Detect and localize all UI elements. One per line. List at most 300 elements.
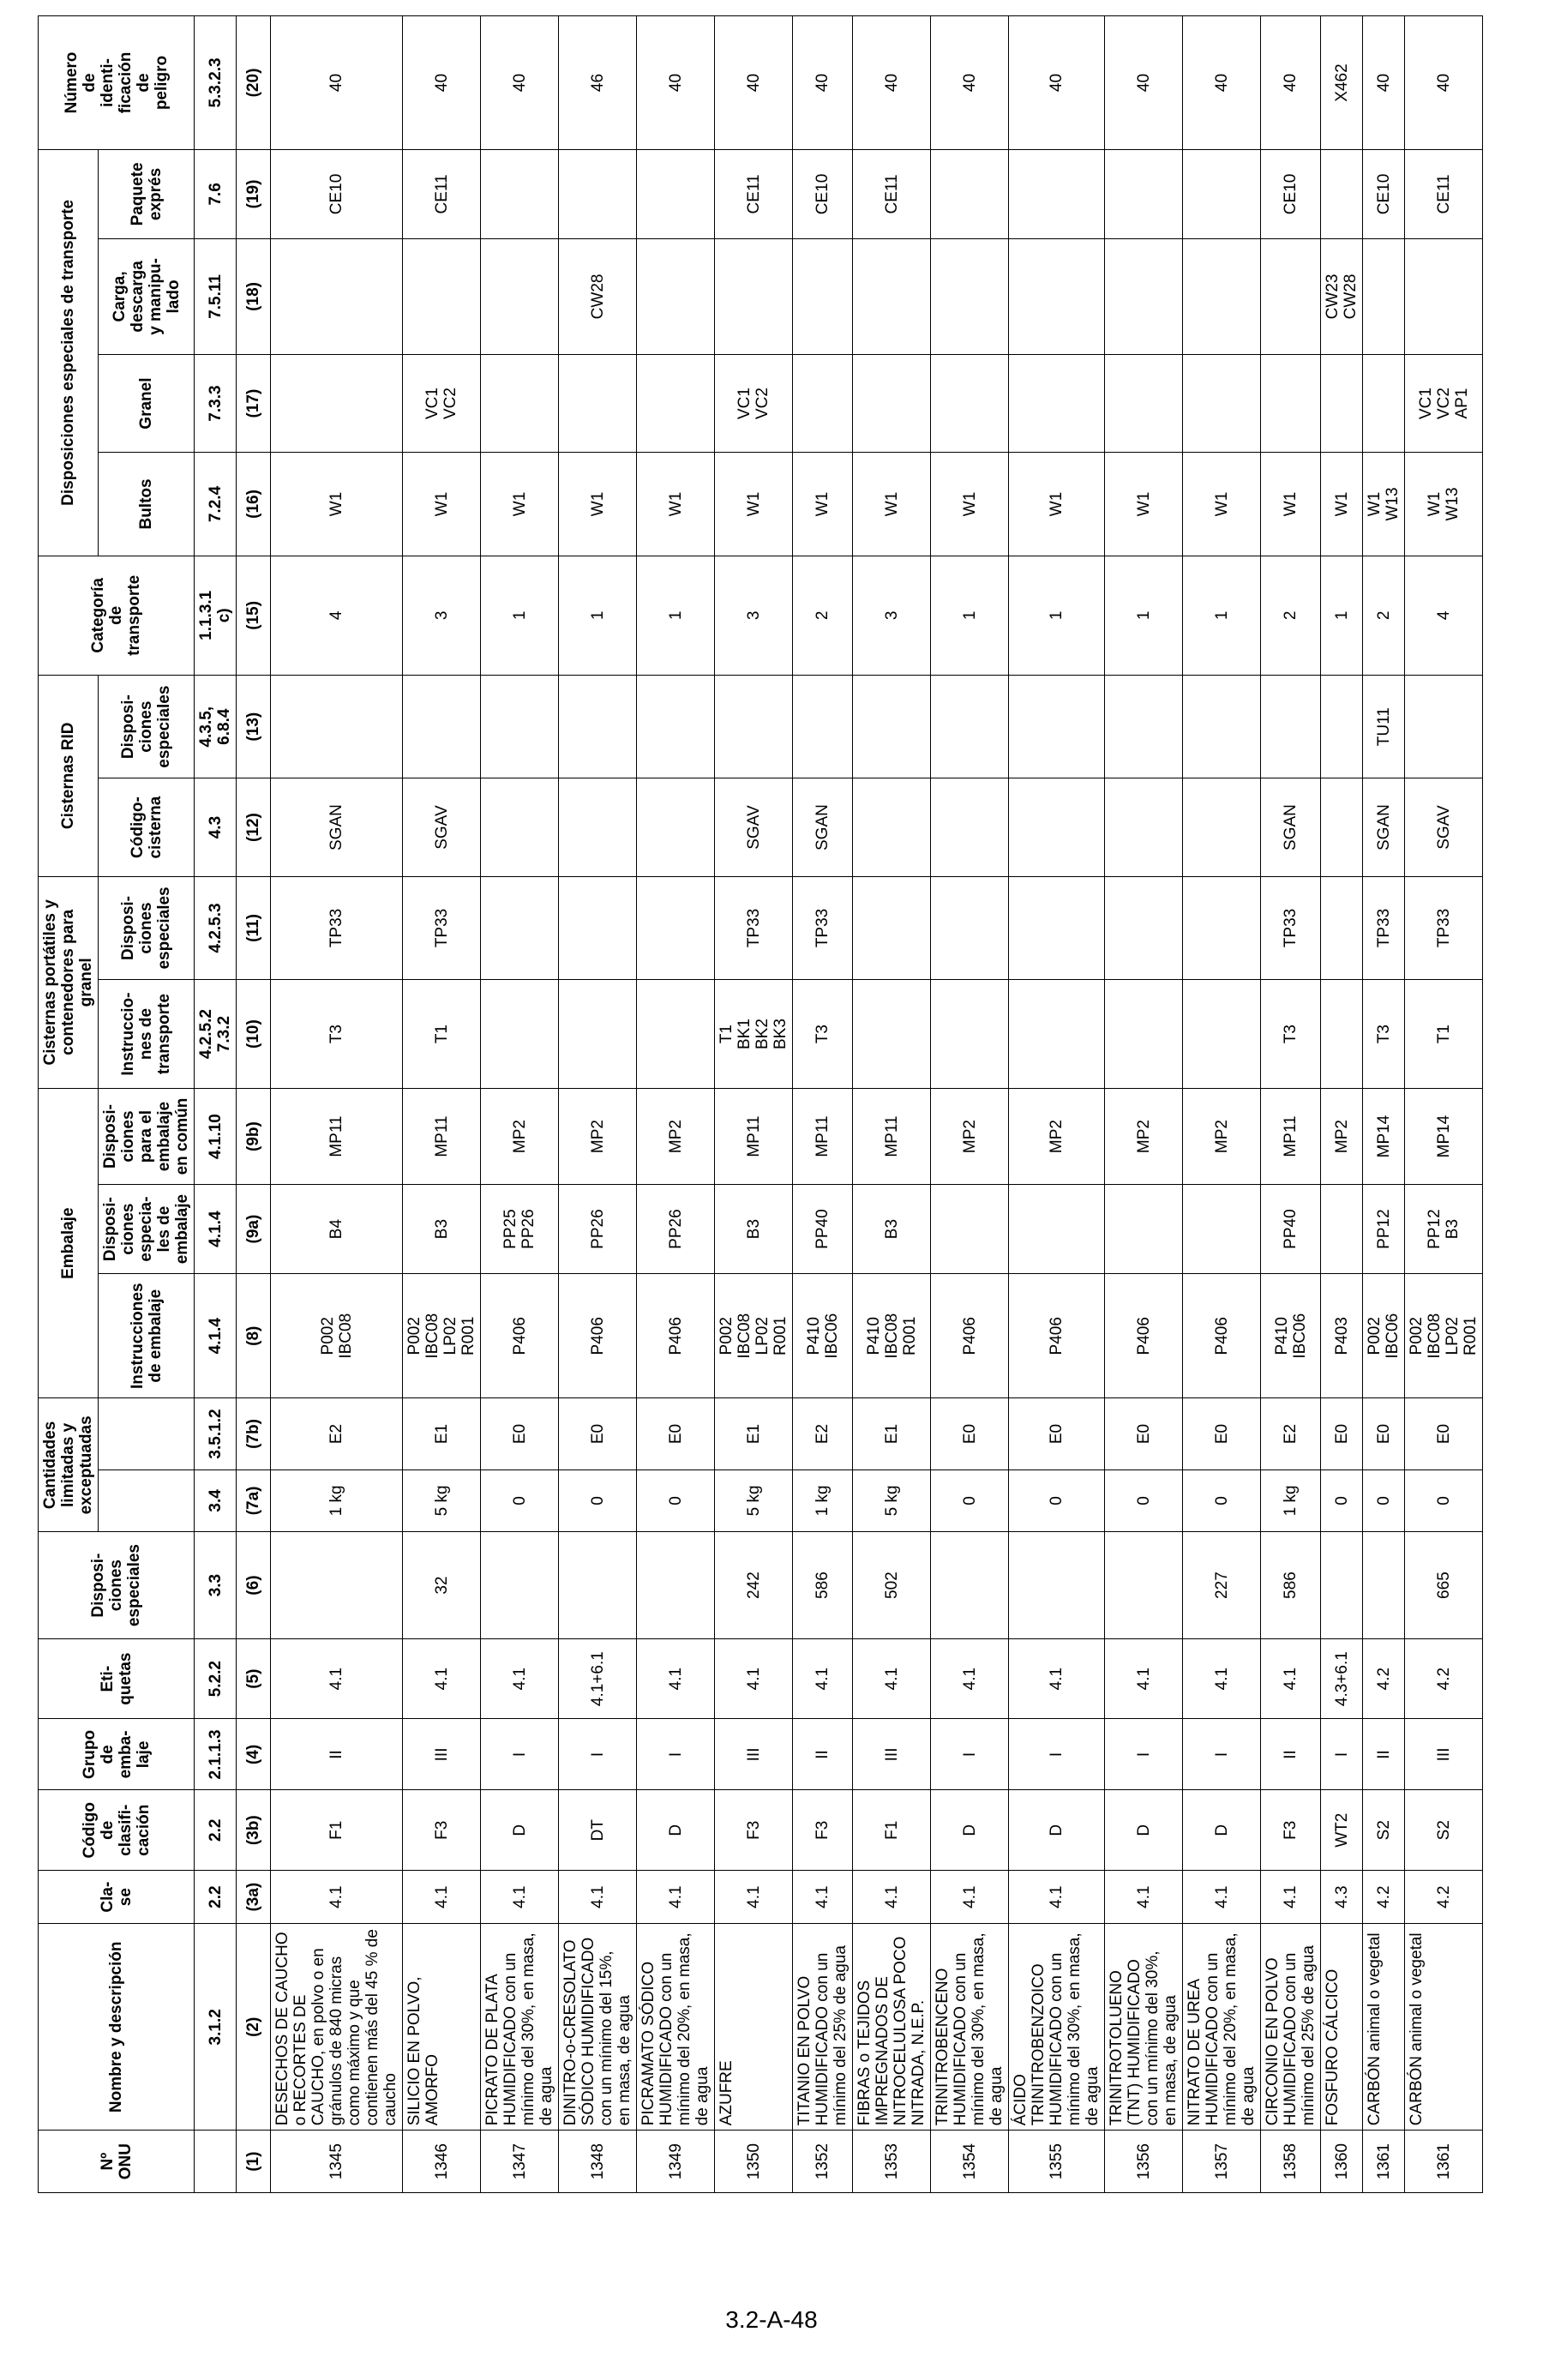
table-cell (1105, 778, 1183, 876)
table-cell (931, 1532, 1009, 1639)
table-cell (1363, 238, 1405, 354)
table-cell: D (1105, 1790, 1183, 1870)
table-cell: ÁCIDO TRINITROBENZOICO HUMIDIFICADO con un mínimo del 30%, en masa, de agua (1009, 1924, 1105, 2131)
table-cell: 40 (1009, 16, 1105, 150)
table-cell: F3 (1261, 1790, 1321, 1870)
table-cell: I (1105, 1719, 1183, 1790)
table-cell: F3 (715, 1790, 793, 1870)
table-cell (853, 238, 931, 354)
table-cell: B3 (853, 1185, 931, 1274)
table-cell: D (1183, 1790, 1261, 1870)
header-loading: Carga, descarga y manipu- lado (99, 238, 195, 354)
table-cell (931, 980, 1009, 1089)
table-cell: 0 (1363, 1469, 1405, 1532)
table-cell: 3.1.2 (195, 1924, 237, 2131)
table-cell: 7.3.3 (195, 354, 237, 452)
header-classification-code: Código de clasifi- cación (39, 1790, 195, 1870)
table-row (559, 16, 637, 2193)
table-row (271, 16, 403, 2193)
table-cell (1321, 1185, 1363, 1274)
table-cell: W1 (1321, 453, 1363, 556)
table-cell: MP11 (1261, 1088, 1321, 1184)
header-special-provisions: Disposi- ciones especiales (39, 1532, 195, 1639)
table-cell: S2 (1405, 1790, 1483, 1870)
table-cell: 1345 (271, 2131, 403, 2193)
table-cell: T3 (1261, 980, 1321, 1089)
table-cell: 40 (715, 16, 793, 150)
table-row (403, 16, 481, 2193)
table-cell: 1356 (1105, 2131, 1183, 2193)
table-row (1009, 16, 1105, 2193)
table-cell: CE10 (1261, 149, 1321, 238)
table-cell: 4.1 (793, 1870, 853, 1923)
table-cell: VC1 VC2 (403, 354, 481, 452)
table-cell (931, 354, 1009, 452)
table-row (793, 16, 853, 2193)
table-cell: W1 (271, 453, 403, 556)
table-cell (1405, 238, 1483, 354)
table-cell: W1 (793, 453, 853, 556)
table-cell: (17) (237, 354, 271, 452)
table-cell (1321, 675, 1363, 778)
table-cell: DT (559, 1790, 637, 1870)
header-bulk: Granel (99, 354, 195, 452)
table-cell: MP2 (1105, 1088, 1183, 1184)
table-cell: F3 (403, 1790, 481, 1870)
table-cell: 2 (1261, 556, 1321, 675)
table-cell: 0 (1405, 1469, 1483, 1532)
table-cell: PICRAMATO SÓDICO HUMIDIFICADO con un mínimo del 20%, en masa, de agua (637, 1924, 715, 2131)
table-cell: SGAN (1261, 778, 1321, 876)
table-cell: (8) (237, 1274, 271, 1398)
table-cell: 3 (403, 556, 481, 675)
table-cell: 5.3.2.3 (195, 16, 237, 150)
table-cell (1105, 1185, 1183, 1274)
table-cell: 1355 (1009, 2131, 1105, 2193)
table-cell: W1 (559, 453, 637, 556)
table-cell (1009, 1532, 1105, 1639)
table-cell: 3.5.1.2 (195, 1398, 237, 1469)
table-cell (1183, 354, 1261, 452)
table-cell (637, 354, 715, 452)
table-cell: W1 (1261, 453, 1321, 556)
table-cell: B3 (403, 1185, 481, 1274)
table-cell: (20) (237, 16, 271, 150)
table-cell (853, 354, 931, 452)
table-cell: II (1363, 1719, 1405, 1790)
table-cell: 4.1 (853, 1638, 931, 1718)
table-cell: 4.1 (1183, 1638, 1261, 1718)
table-cell: 2 (1363, 556, 1405, 675)
table-cell: CARBÓN animal o vegetal (1405, 1924, 1483, 2131)
header-class: Cla- se (39, 1870, 195, 1923)
table-cell: MP2 (1009, 1088, 1105, 1184)
table-cell (1009, 980, 1105, 1089)
table-cell (793, 675, 853, 778)
table-cell: SGAN (793, 778, 853, 876)
table-cell (1105, 675, 1183, 778)
table-cell: 40 (403, 16, 481, 150)
table-cell: W1 (931, 453, 1009, 556)
table-cell: E0 (481, 1398, 559, 1469)
table-row (637, 16, 715, 2193)
table-row (715, 16, 793, 2193)
table-cell: 40 (1105, 16, 1183, 150)
table-cell: TU11 (1363, 675, 1405, 778)
header-special-packing: Disposi- ciones especia- les de embalaje (99, 1185, 195, 1274)
table-cell: 4.3 (1321, 1870, 1363, 1923)
header-transport-category: Categoría de transporte (39, 556, 195, 675)
table-cell: 4.1+6.1 (559, 1638, 637, 1718)
table-cell: 4.2.5.2 7.3.2 (195, 980, 237, 1089)
table-cell: 4.1 (271, 1638, 403, 1718)
table-cell: 4.1 (1261, 1870, 1321, 1923)
table-cell (481, 980, 559, 1089)
table-cell: II (793, 1719, 853, 1790)
table-cell: 586 (793, 1532, 853, 1639)
table-cell (481, 354, 559, 452)
table-cell: T1 BK1 BK2 BK3 (715, 980, 793, 1089)
table-cell: E0 (1405, 1398, 1483, 1469)
table-cell: 4.1 (793, 1638, 853, 1718)
table-cell: W1 W13 (1363, 453, 1405, 556)
table-cell (1009, 876, 1105, 980)
table-cell (715, 675, 793, 778)
table-cell: TRINITROTOLUENO (TNT) HUMIDIFICADO con un mínimo del 30%, en masa, de agua (1105, 1924, 1183, 2131)
header-portable-tanks: Cisternas portátiles y contenedores para granel (39, 876, 99, 1088)
table-cell (481, 149, 559, 238)
table-cell: I (1009, 1719, 1105, 1790)
table-cell: 1352 (793, 2131, 853, 2193)
table-cell: 40 (637, 16, 715, 150)
table-cell: P406 (637, 1274, 715, 1398)
table-cell (931, 1185, 1009, 1274)
table-cell: E1 (403, 1398, 481, 1469)
table-cell: 1348 (559, 2131, 637, 2193)
table-cell: 32 (403, 1532, 481, 1639)
table-cell: 4.1 (559, 1870, 637, 1923)
table-cell: 4.1 (853, 1870, 931, 1923)
table-cell: T1 (1405, 980, 1483, 1089)
table-cell: P403 (1321, 1274, 1363, 1398)
table-cell (271, 1532, 403, 1639)
table-cell (1183, 149, 1261, 238)
table-cell: 4.1 (1009, 1638, 1105, 1718)
table-cell (1183, 238, 1261, 354)
table-cell: TP33 (1405, 876, 1483, 980)
table-cell: E2 (793, 1398, 853, 1469)
table-cell (637, 778, 715, 876)
table-cell (403, 675, 481, 778)
table-cell (853, 876, 931, 980)
table-cell: 1 (931, 556, 1009, 675)
table-cell: 46 (559, 16, 637, 150)
table-cell: PP12 (1363, 1185, 1405, 1274)
table-cell: T3 (271, 980, 403, 1089)
table-cell: W1 (853, 453, 931, 556)
table-cell: PP26 (559, 1185, 637, 1274)
table-cell: MP11 (853, 1088, 931, 1184)
table-cell: 2.2 (195, 1790, 237, 1870)
table-cell (481, 238, 559, 354)
table-cell: SGAN (1363, 778, 1405, 876)
table-cell (1321, 778, 1363, 876)
header-portable-special: Disposi- ciones especiales (99, 876, 195, 980)
column-number-row (237, 16, 271, 2193)
header-labels: Eti- quetas (39, 1638, 195, 1718)
table-cell (1321, 149, 1363, 238)
table-cell: (11) (237, 876, 271, 980)
table-cell: 4.1 (715, 1638, 793, 1718)
header-row-top (39, 16, 99, 2193)
table-cell (931, 876, 1009, 980)
table-cell: 1 (559, 556, 637, 675)
table-cell: 4.1 (271, 1870, 403, 1923)
table-cell: PICRATO DE PLATA HUMIDIFICADO con un mínimo del 30%, en masa, de agua (481, 1924, 559, 2131)
table-cell (1363, 1532, 1405, 1639)
table-cell (853, 980, 931, 1089)
table-cell (853, 675, 931, 778)
table-cell: 4.3+6.1 (1321, 1638, 1363, 1718)
table-cell: (16) (237, 453, 271, 556)
table-cell: 227 (1183, 1532, 1261, 1639)
table-cell: 1360 (1321, 2131, 1363, 2193)
table-cell: F1 (271, 1790, 403, 1870)
table-row (1105, 16, 1183, 2193)
table-cell: 3.3 (195, 1532, 237, 1639)
reference-row (195, 16, 237, 2193)
table-cell: 1358 (1261, 2131, 1321, 2193)
table-cell: 40 (793, 16, 853, 150)
table-cell: E0 (1105, 1398, 1183, 1469)
table-cell (853, 778, 931, 876)
table-cell: 0 (559, 1469, 637, 1532)
table-cell: W1 (1009, 453, 1105, 556)
table-cell: 7.5.11 (195, 238, 237, 354)
table-cell: E0 (1363, 1398, 1405, 1469)
table-cell (1105, 238, 1183, 354)
table-cell: I (559, 1719, 637, 1790)
table-cell (559, 354, 637, 452)
table-cell: (7b) (237, 1398, 271, 1469)
table-cell: E0 (637, 1398, 715, 1469)
table-cell: 4.1 (1105, 1870, 1183, 1923)
table-cell: E0 (559, 1398, 637, 1469)
table-cell (1321, 876, 1363, 980)
table-cell: MP14 (1405, 1088, 1483, 1184)
table-cell: W1 W13 (1405, 453, 1483, 556)
table-cell: MP11 (793, 1088, 853, 1184)
table-cell (559, 778, 637, 876)
table-cell: CE11 (715, 149, 793, 238)
table-cell: 4.1 (481, 1638, 559, 1718)
table-cell: I (637, 1719, 715, 1790)
table-cell: III (403, 1719, 481, 1790)
table-cell: SILICIO EN POLVO, AMORFO (403, 1924, 481, 2131)
table-cell: SGAV (1405, 778, 1483, 876)
table-cell: 5 kg (715, 1469, 793, 1532)
table-cell: 4.1 (931, 1870, 1009, 1923)
table-cell: 502 (853, 1532, 931, 1639)
table-cell: 40 (1261, 16, 1321, 150)
header-packing-group: Grupo de emba- laje (39, 1719, 195, 1790)
table-cell: 1.1.3.1 c) (195, 556, 237, 675)
table-cell (1183, 1185, 1261, 1274)
table-cell (931, 238, 1009, 354)
table-cell: 4.1.4 (195, 1274, 237, 1398)
table-cell: TITANIO EN POLVO HUMIDIFICADO con un mínimo del 25% de agua (793, 1924, 853, 2131)
table-cell: 1357 (1183, 2131, 1261, 2193)
table-cell: CE11 (853, 149, 931, 238)
table-cell: P410 IBC06 (793, 1274, 853, 1398)
table-cell (403, 238, 481, 354)
table-cell (1261, 354, 1321, 452)
table-cell (1261, 238, 1321, 354)
table-cell: 7.6 (195, 149, 237, 238)
table-cell: T3 (1363, 980, 1405, 1089)
table-cell (793, 354, 853, 452)
table-cell: 4.1 (481, 1870, 559, 1923)
table-cell (559, 876, 637, 980)
table-cell: P406 (1183, 1274, 1261, 1398)
header-tank-code: Código- cisterna (99, 778, 195, 876)
table-cell: DESECHOS DE CAUCHO o RECORTES DE CAUCHO, en polvo o en gránulos de 840 micras como máximo y que contienen más del 45 % de caucho (271, 1924, 403, 2131)
table-cell: 4.3.5, 6.8.4 (195, 675, 237, 778)
table-cell: P410 IBC06 (1261, 1274, 1321, 1398)
table-cell: P406 (481, 1274, 559, 1398)
table-cell: CE10 (1363, 149, 1405, 238)
table-cell (637, 1532, 715, 1639)
table-cell: FOSFURO CÁLCICO (1321, 1924, 1363, 2131)
table-cell (1183, 980, 1261, 1089)
table-cell: (9a) (237, 1185, 271, 1274)
table-cell: X462 (1321, 16, 1363, 150)
table-cell: 1353 (853, 2131, 931, 2193)
table-cell: (9b) (237, 1088, 271, 1184)
table-cell: DINITRO-o-CRESOLATO SÓDICO HUMIDIFICADO con un mínimo del 15%, en masa, de agua (559, 1924, 637, 2131)
table-cell: 4.2 (1363, 1638, 1405, 1718)
table-cell (637, 980, 715, 1089)
table-cell (1321, 1532, 1363, 1639)
table-cell: 4 (271, 556, 403, 675)
table-cell: 1350 (715, 2131, 793, 2193)
table-cell: MP2 (637, 1088, 715, 1184)
table-cell (1009, 149, 1105, 238)
table-cell: III (715, 1719, 793, 1790)
table-cell: 0 (1183, 1469, 1261, 1532)
table-cell: 242 (715, 1532, 793, 1639)
table-cell: 0 (481, 1469, 559, 1532)
table-cell: 1 kg (1261, 1469, 1321, 1532)
table-cell: MP14 (1363, 1088, 1405, 1184)
table-cell (637, 675, 715, 778)
table-row (1183, 16, 1261, 2193)
table-cell (481, 876, 559, 980)
table-cell: PP25 PP26 (481, 1185, 559, 1274)
header-packaging: Embalaje (39, 1088, 99, 1398)
table-cell: MP2 (481, 1088, 559, 1184)
table-cell: 1 (1321, 556, 1363, 675)
table-cell: 1 (1009, 556, 1105, 675)
table-cell: P406 (1009, 1274, 1105, 1398)
table-cell: CARBÓN animal o vegetal (1363, 1924, 1405, 2131)
table-cell: W1 (1105, 453, 1183, 556)
rotated-table-page (38, 15, 1480, 2193)
table-cell: (5) (237, 1638, 271, 1718)
header-name: Nombre y descripción (39, 1924, 195, 2131)
table-cell (1105, 980, 1183, 1089)
table-cell: PP26 (637, 1185, 715, 1274)
table-cell: 4.1 (403, 1870, 481, 1923)
table-cell (1009, 1185, 1105, 1274)
table-cell: (12) (237, 778, 271, 876)
table-cell: 4.1 (403, 1638, 481, 1718)
table-cell: CE10 (271, 149, 403, 238)
header-express: Paquete exprés (99, 149, 195, 238)
table-cell: 4.1.4 (195, 1185, 237, 1274)
table-cell: PP40 (1261, 1185, 1321, 1274)
table-cell: 3 (853, 556, 931, 675)
table-cell: 4.1 (1261, 1638, 1321, 1718)
table-cell: 5 kg (853, 1469, 931, 1532)
header-portable-instructions: Instruccio- nes de transporte (99, 980, 195, 1089)
table-cell: F1 (853, 1790, 931, 1870)
table-cell (271, 238, 403, 354)
table-cell: S2 (1363, 1790, 1405, 1870)
table-cell: 4.2.5.3 (195, 876, 237, 980)
table-cell: SGAV (715, 778, 793, 876)
table-cell (715, 238, 793, 354)
table-cell: F3 (793, 1790, 853, 1870)
table-cell (1183, 675, 1261, 778)
header-tank-special: Disposi- ciones especiales (99, 675, 195, 778)
table-cell: II (1261, 1719, 1321, 1790)
table-cell: P410 IBC08 R001 (853, 1274, 931, 1398)
table-cell (1321, 980, 1363, 1089)
table-cell: 7.2.4 (195, 453, 237, 556)
table-cell: E0 (1009, 1398, 1105, 1469)
table-cell: VC1 VC2 AP1 (1405, 354, 1483, 452)
table-cell: (3b) (237, 1790, 271, 1870)
table-cell (931, 675, 1009, 778)
table-cell: P002 IBC08 (271, 1274, 403, 1398)
table-cell: TP33 (715, 876, 793, 980)
table-cell (931, 778, 1009, 876)
table-cell (1105, 354, 1183, 452)
table-cell: 4.2 (1363, 1870, 1405, 1923)
table-cell: D (931, 1790, 1009, 1870)
table-cell (1261, 675, 1321, 778)
table-cell: TP33 (1261, 876, 1321, 980)
table-cell (481, 1532, 559, 1639)
header-un-number: Nº ONU (39, 2131, 195, 2193)
table-cell: MP11 (403, 1088, 481, 1184)
table-cell: W1 (1183, 453, 1261, 556)
table-cell: 40 (931, 16, 1009, 150)
table-cell: 3 (715, 556, 793, 675)
table-cell (271, 354, 403, 452)
table-cell: MP2 (559, 1088, 637, 1184)
table-cell: D (637, 1790, 715, 1870)
table-cell: B3 (715, 1185, 793, 1274)
table-cell: CE11 (1405, 149, 1483, 238)
table-cell: AZUFRE (715, 1924, 793, 2131)
table-cell: 665 (1405, 1532, 1483, 1639)
table-row (1321, 16, 1363, 2193)
table-cell: 4.1 (931, 1638, 1009, 1718)
table-cell (637, 876, 715, 980)
table-cell: PP12 B3 (1405, 1185, 1483, 1274)
